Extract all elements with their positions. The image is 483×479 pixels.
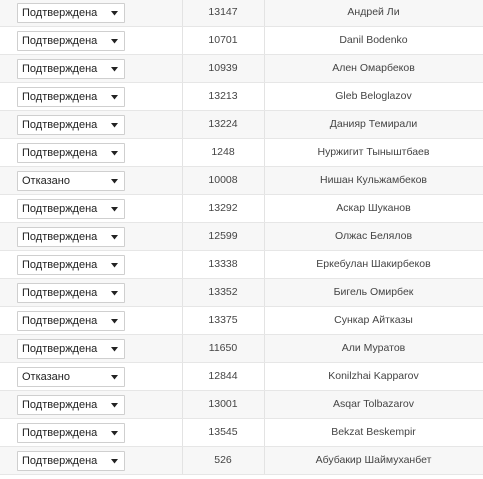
chevron-down-icon — [110, 175, 119, 187]
table-row — [0, 27, 483, 55]
chevron-down-icon — [110, 231, 119, 243]
status-select-value: Подтверждена — [22, 7, 98, 19]
status-select-value: Подтверждена — [22, 455, 98, 467]
user-name-cell: Андрей Ли — [347, 6, 400, 18]
user-name-cell: Бигель Омирбек — [333, 286, 414, 298]
user-id-cell: 526 — [214, 454, 232, 466]
user-id-cell: 10701 — [208, 34, 238, 46]
status-select-value: Подтверждена — [22, 119, 98, 131]
user-name-cell: Али Муратов — [341, 342, 406, 354]
status-select[interactable] — [17, 451, 125, 471]
status-select[interactable] — [17, 59, 125, 79]
user-id-cell: 11650 — [208, 342, 238, 354]
user-id-cell: 13001 — [208, 398, 238, 410]
chevron-down-icon — [110, 287, 119, 299]
chevron-down-icon — [110, 315, 119, 327]
status-select[interactable] — [17, 171, 125, 191]
status-select-value: Подтверждена — [22, 343, 98, 355]
user-id-cell: 13147 — [208, 6, 238, 18]
chevron-down-icon — [110, 91, 119, 103]
status-select-value: Подтверждена — [22, 203, 98, 215]
user-id-cell: 10008 — [208, 174, 238, 186]
user-name-cell: Asqar Tolbazarov — [333, 398, 414, 410]
status-select-value: Подтверждена — [22, 259, 98, 271]
table-row — [0, 0, 483, 27]
table-row — [0, 279, 483, 307]
chevron-down-icon — [110, 259, 119, 271]
user-id-cell: 13375 — [208, 314, 238, 326]
user-id-cell: 10939 — [208, 62, 238, 74]
table-row — [0, 83, 483, 111]
user-id-cell: 13292 — [208, 202, 238, 214]
user-id-cell: 12599 — [208, 230, 238, 242]
status-select-value: Отказано — [22, 175, 70, 187]
chevron-down-icon — [110, 7, 119, 19]
user-id-cell: 1248 — [211, 146, 235, 158]
status-select[interactable] — [17, 227, 125, 247]
status-select-value: Подтверждена — [22, 147, 98, 159]
user-name-cell: Сункар Айтказы — [334, 314, 413, 326]
table-row — [0, 335, 483, 363]
table-row — [0, 251, 483, 279]
status-select-value: Подтверждена — [22, 287, 98, 299]
status-select-value: Подтверждена — [22, 427, 98, 439]
status-select-value: Отказано — [22, 371, 70, 383]
status-select[interactable] — [17, 143, 125, 163]
user-id-cell: 13352 — [208, 286, 238, 298]
status-select-value: Подтверждена — [22, 315, 98, 327]
status-select[interactable] — [17, 199, 125, 219]
user-name-cell: Konilzhai Kapparov — [328, 370, 419, 382]
user-id-cell: 13224 — [208, 118, 238, 130]
status-select-value: Подтверждена — [22, 231, 98, 243]
status-select[interactable] — [17, 87, 125, 107]
user-id-cell: 13338 — [208, 258, 238, 270]
table-row — [0, 391, 483, 419]
user-name-cell: Аскар Шуканов — [336, 202, 411, 214]
status-select-value: Подтверждена — [22, 399, 98, 411]
user-name-cell: Ален Омарбеков — [332, 62, 415, 74]
status-select[interactable] — [17, 115, 125, 135]
table-row — [0, 447, 483, 475]
status-select[interactable] — [17, 283, 125, 303]
chevron-down-icon — [110, 35, 119, 47]
status-select[interactable] — [17, 423, 125, 443]
user-name-cell: Gleb Beloglazov — [335, 90, 412, 102]
chevron-down-icon — [110, 427, 119, 439]
status-select-value: Подтверждена — [22, 35, 98, 47]
chevron-down-icon — [110, 63, 119, 75]
status-select[interactable] — [17, 311, 125, 331]
status-select[interactable] — [17, 31, 125, 51]
user-name-cell: Нишан Кульжамбеков — [320, 174, 427, 186]
status-select[interactable] — [17, 255, 125, 275]
table-row — [0, 223, 483, 251]
status-select[interactable] — [17, 339, 125, 359]
user-id-cell: 13545 — [208, 426, 238, 438]
table-row — [0, 195, 483, 223]
chevron-down-icon — [110, 455, 119, 467]
chevron-down-icon — [110, 399, 119, 411]
table-row — [0, 167, 483, 195]
chevron-down-icon — [110, 343, 119, 355]
table-row — [0, 307, 483, 335]
status-select[interactable] — [17, 395, 125, 415]
chevron-down-icon — [110, 203, 119, 215]
user-name-cell: Абубакир Шаймуханбет — [315, 454, 432, 466]
user-name-cell: Еркебулан Шакирбеков — [316, 258, 431, 270]
user-name-cell: Bekzat Beskempir — [331, 426, 416, 438]
table-row — [0, 111, 483, 139]
status-select-value: Подтверждена — [22, 63, 98, 75]
status-select[interactable] — [17, 3, 125, 23]
user-name-cell: Олжас Белялов — [334, 230, 413, 242]
user-name-cell: Нуржигит Тыныштбаев — [317, 146, 430, 158]
status-select[interactable] — [17, 367, 125, 387]
status-select-value: Подтверждена — [22, 91, 98, 103]
user-name-cell: Данияр Темирали — [329, 118, 418, 130]
user-id-cell: 13213 — [208, 90, 238, 102]
chevron-down-icon — [110, 119, 119, 131]
chevron-down-icon — [110, 371, 119, 383]
table-row — [0, 363, 483, 391]
chevron-down-icon — [110, 147, 119, 159]
user-id-cell: 12844 — [208, 370, 238, 382]
user-name-cell: Danil Bodenko — [339, 34, 408, 46]
table-row — [0, 139, 483, 167]
table-row — [0, 55, 483, 83]
table-row — [0, 419, 483, 447]
